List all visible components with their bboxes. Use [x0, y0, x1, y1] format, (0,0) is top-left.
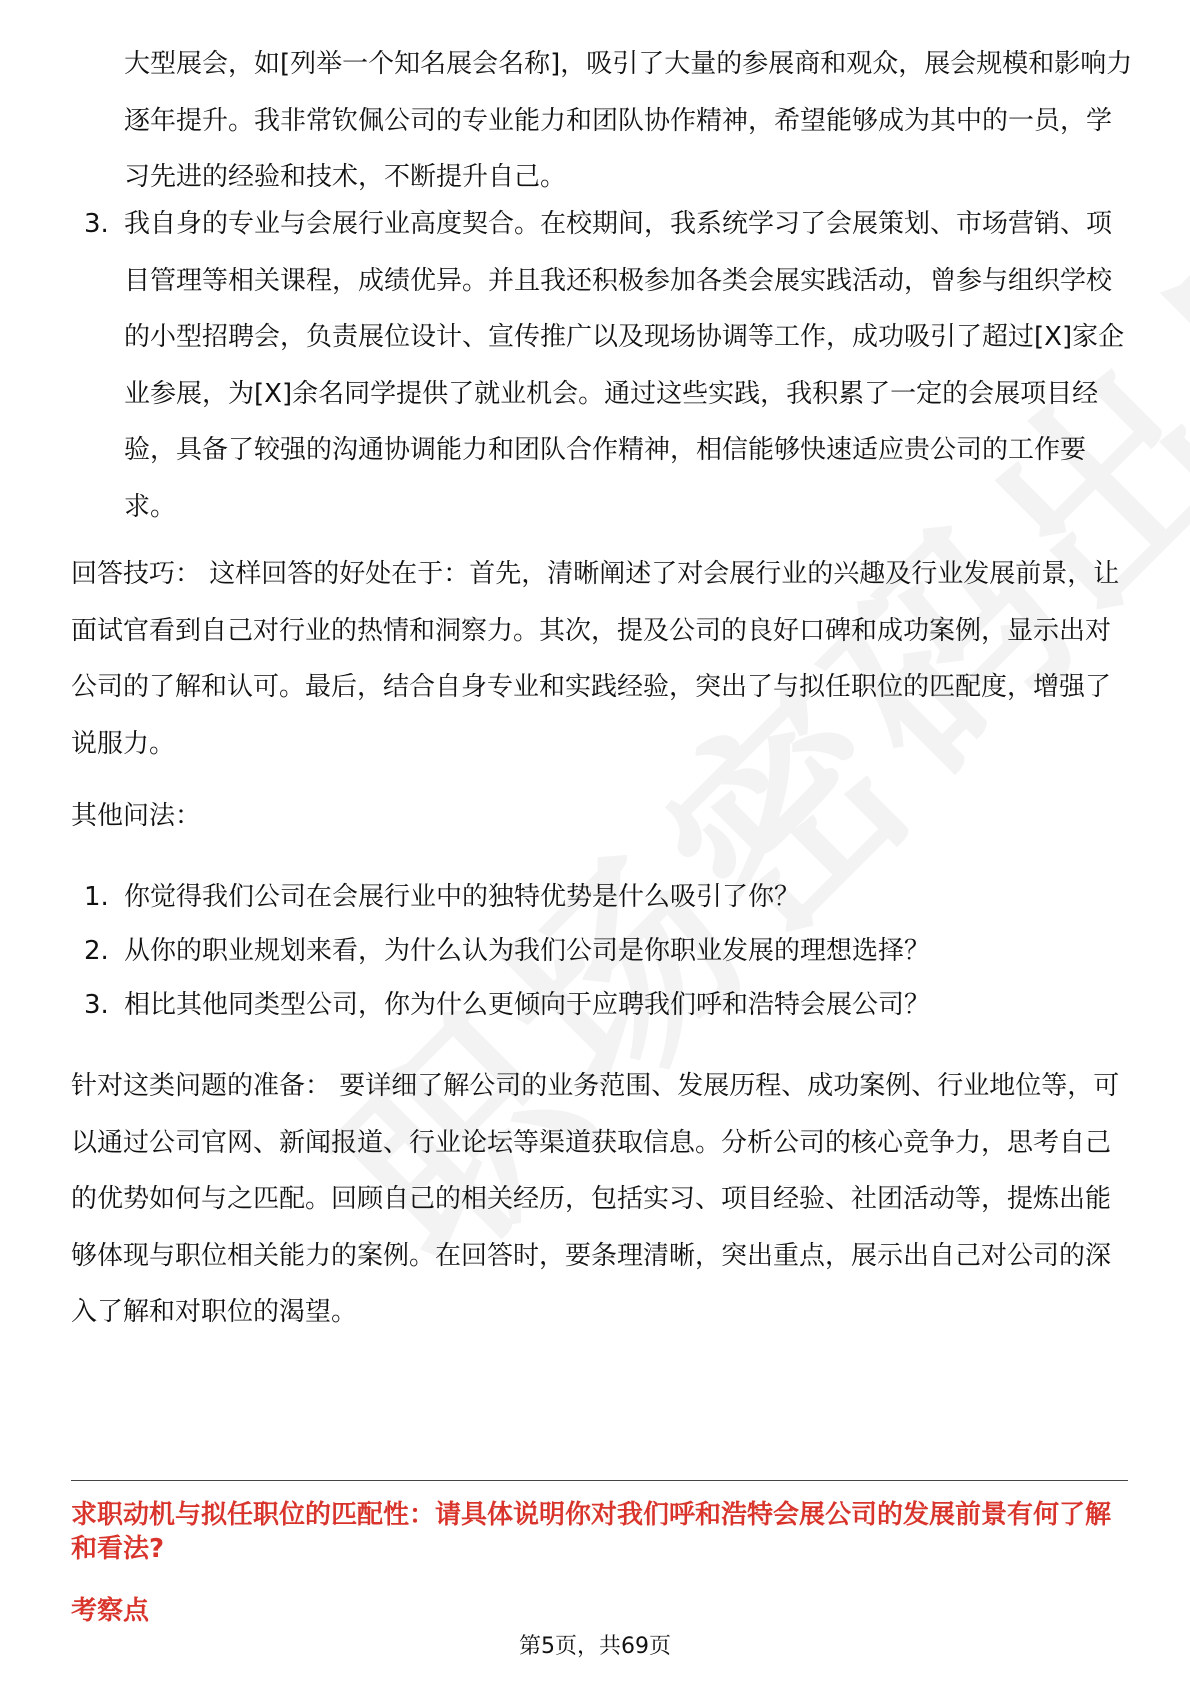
section-divider — [71, 1480, 1128, 1481]
other-question-1 — [84, 869, 1134, 926]
other-question-3 — [84, 977, 1134, 1034]
list-number: 3. — [84, 209, 109, 239]
page-footer: 第5页，共69页 — [519, 1634, 671, 1659]
kaocha-heading: 考察点 — [71, 1596, 150, 1626]
other-questions-label: 其他问法： — [71, 801, 202, 831]
list-number: 1. — [84, 882, 109, 912]
list-number: 3. — [84, 990, 109, 1020]
preparation-paragraph: 针对这类问题的准备： 要详细了解公司的业务范围、发展历程、成功案例、行业地位等，可以通过公司官网、新闻报道、行业论坛等渠道获取信息。分析公司的核心竞争力，思考自己的优势如何与之匹配。回顾自己的相关经历，包括实习、项目经验、社团活动等，提炼出能够体现与职位相关能力的案例。在回答时，要条理清晰，突出重点，展示出自己对公司的深入了解和对职位的渴望。 — [71, 1071, 1120, 1327]
list-text: 相比其他同类型公司，你为什么更倾向于应聘我们呼和浩特会展公司？ — [124, 990, 931, 1020]
answer-tips-paragraph: 回答技巧： 这样回答的好处在于：首先，清晰阐述了对会展行业的兴趣及行业发展前景，让面试官看到自己对行业的热情和洞察力。其次，提及公司的良好口碑和成功案例，显示出对公司的了解和认可。最后，结合自身专业和实践经验，突出了与拟任职位的匹配度，增强了说服力。 — [71, 559, 1120, 759]
next-question-heading: 求职动机与拟任职位的匹配性：请具体说明你对我们呼和浩特会展公司的发展前景有何了解和看法? — [71, 1500, 1112, 1564]
list-text: 你觉得我们公司在会展行业中的独特优势是什么吸引了你？ — [124, 882, 801, 912]
list-text: 我自身的专业与会展行业高度契合。在校期间，我系统学习了会展策划、市场营销、项目管理等相关课程，成绩优异。并且我还积极参加各类会展实践活动，曾参与组织学校的小型招聘会，负责展位设计、宣传推广以及现场协调等工作，成功吸引了超过[X]家企业参展，为[X]余名同学提供了就业机会。通过这些实践，我积累了一定的会展项目经验，具备了较强的沟通协调能力和团队合作精神，相信能够快速适应贵公司的工作要求。 — [124, 209, 1125, 522]
other-question-2 — [84, 923, 1134, 980]
list-text: 从你的职业规划来看，为什么认为我们公司是你职业发展的理想选择？ — [124, 936, 931, 966]
continuation-paragraph: 大型展会，如[列举一个知名展会名称]，吸引了大量的参展商和观众，展会规模和影响力逐年提升。我非常钦佩公司的专业能力和团队协作精神，希望能够成为其中的一员，学习先进的经验和技术，不断提升自己。 — [124, 49, 1133, 192]
list-item-3 — [84, 196, 1134, 535]
list-number: 2. — [84, 936, 109, 966]
